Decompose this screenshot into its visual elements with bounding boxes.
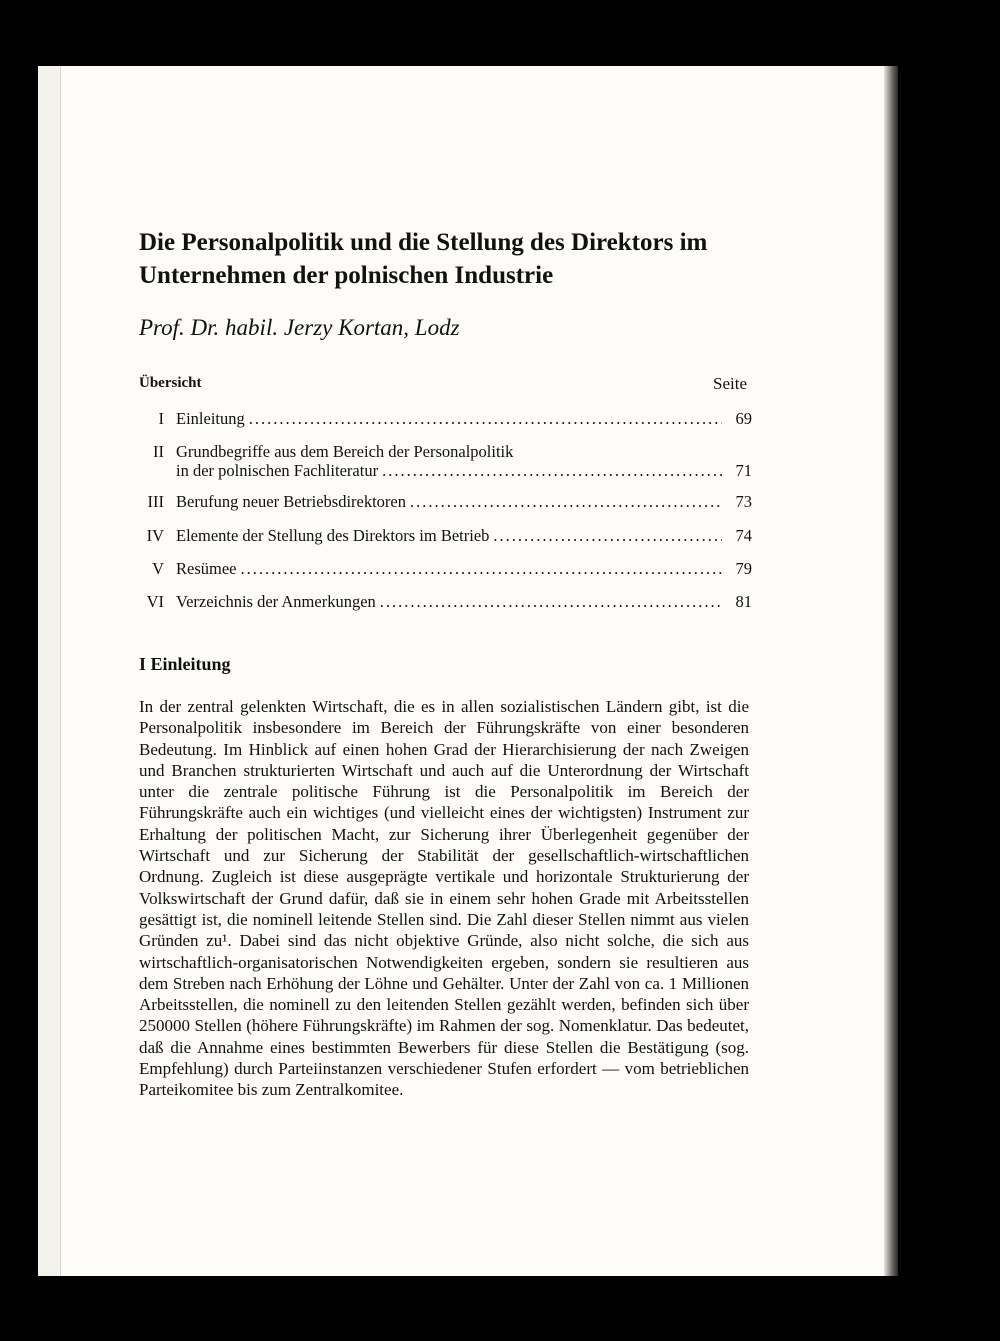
- toc-leader-dots: [249, 409, 722, 428]
- article-title: Die Personalpolitik und die Stellung des Direktors im Unternehmen der polnischen Industrie: [139, 229, 708, 289]
- toc-page: 74: [735, 526, 752, 545]
- toc-number: VI: [146, 592, 164, 611]
- page-column-label: Seite: [713, 374, 747, 393]
- toc-page: 79: [735, 559, 752, 578]
- book-spine-edge: [38, 66, 61, 1276]
- toc-number: II: [153, 442, 164, 461]
- toc-number: III: [147, 492, 164, 511]
- toc-leader-dots: [382, 461, 722, 480]
- toc-leader-dots: [240, 559, 722, 578]
- toc-number: V: [152, 559, 164, 578]
- toc-title-line-1: Grundbegriffe aus dem Bereich der Personalpolitik: [176, 442, 514, 461]
- toc-number: I: [158, 409, 164, 428]
- scanned-page: [38, 66, 898, 1276]
- toc-title: Einleitung: [176, 409, 245, 428]
- toc-page: 69: [735, 409, 752, 428]
- toc-leader-dots: [493, 526, 722, 545]
- toc-page: 73: [735, 492, 752, 511]
- toc-number: IV: [146, 526, 164, 545]
- toc-page: 81: [735, 592, 752, 611]
- section-heading: I Einleitung: [139, 654, 231, 674]
- toc-title: Berufung neuer Betriebsdirektoren: [176, 492, 407, 511]
- page-right-edge: [884, 66, 898, 1276]
- toc-leader-dots: [410, 492, 722, 511]
- body-paragraph: In der zentral gelenkten Wirtschaft, die es in allen sozialistischen Ländern gibt, ist die Personalpolitik insbesondere im Bereich der Führungskräfte von einer besonderen Bedeutung. Im Hinblick auf einen hohen Grad der Hierarchisierung der nach Zweigen und Branchen strukturierten Wirtschaft und auch auf die Unterordnung der Wirtschaft unter die zentrale politische Führung ist die Personalpolitik im Bereich der Führungskräfte auch ein wichtiges (und vielleicht eines der wichtigsten) Instrument zur Erhaltung der politischen Macht, zur Sicherung ihrer Überlegenheit gegenüber der Wirtschaft und zur Sicherung der Stabilität der gesellschaftlich-wirtschaftlichen Ordnung. Zugleich ist diese ausgeprägte vertikale und horizontale Strukturierung der Volkswirtschaft der Grund dafür, daß sie in einem sehr hohen Grade mit Arbeitsstellen gesättigt ist, die nominell leitende Stellen sind. Die Zahl dieser Stellen nimmt aus vielen Gründen zu¹. Dabei sind das nicht objektive Gründe, also nicht solche, die sich aus wirtschaftlich-organisatorischen Notwendigkeiten ergeben, sondern sie resultieren aus dem Streben nach Erhöhung der Löhne und Gehälter. Unter der Zahl von ca. 1 Millionen Arbeitsstellen, die nominell zu den leitenden Stellen gezählt werden, befinden sich über 250000 Stellen (höhere Führungskräfte) im Rahmen der sog. Nomenklatur. Das bedeutet, daß die Annahme eines bestimmten Bewerbers für diese Stellen die Bestätigung (sog. Empfehlung) durch Parteiinstanzen verschiedener Stufen erfordert — vom betrieblichen Parteikomitee bis zum Zentralkomitee.: [139, 697, 749, 1100]
- toc-title: Resümee: [176, 559, 237, 578]
- toc-page: 71: [735, 461, 752, 480]
- toc-title: Verzeichnis der Anmerkungen: [176, 592, 376, 611]
- toc-leader-dots: [380, 592, 722, 611]
- toc-title-line-2: in der polnischen Fachliteratur: [176, 461, 379, 480]
- article-author: Prof. Dr. habil. Jerzy Kortan, Lodz: [139, 315, 460, 340]
- toc-title: Elemente der Stellung des Direktors im Betrieb: [176, 526, 490, 545]
- overview-label: Übersicht: [139, 375, 202, 391]
